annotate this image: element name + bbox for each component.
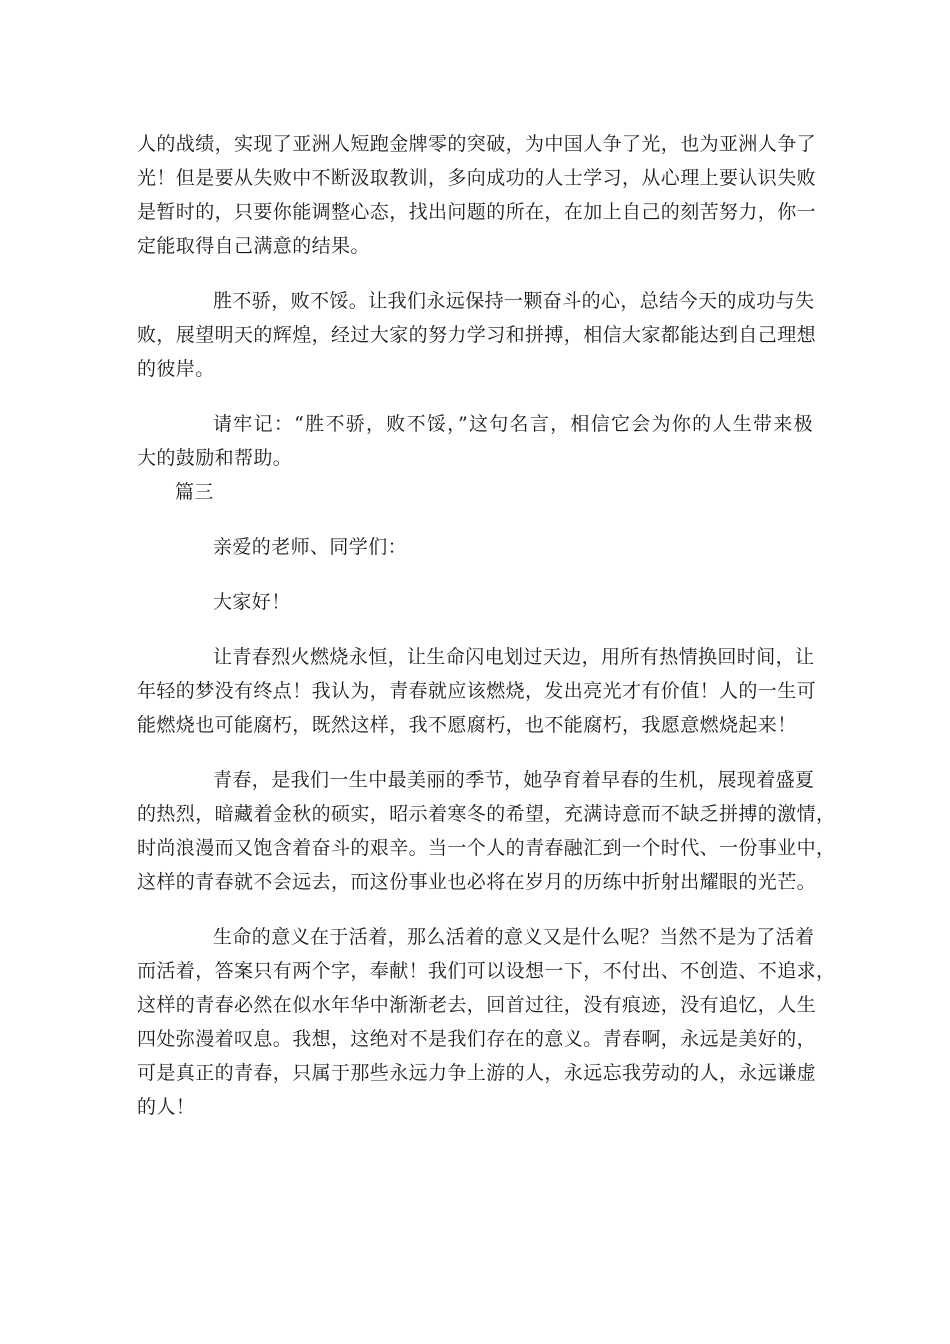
paragraph-line: 的人！ [137,1096,196,1118]
paragraph-line: 青春，是我们一生中最美丽的季节，她孕育着早春的生机，展现着盛夏 [213,769,815,791]
paragraph-line: 四处弥漫着叹息。我想，这绝对不是我们存在的意义。青春啊，永远是美好的， [137,1028,817,1050]
paragraph-line: 生命的意义在于活着，那么活着的意义又是什么呢？当然不是为了活着 [213,926,815,948]
paragraph-line: 这样的青春就不会远去，而这份事业也必将在岁月的历练中折射出耀眼的光芒。 [137,871,817,893]
greeting [137,585,813,619]
paragraph-line: 这样的青春必然在似水年华中渐渐老去，回首过往，没有痕迹，没有追忆，人生 [137,994,817,1016]
paragraph-1 [137,127,817,263]
greeting-text: 大家好！ [213,591,291,613]
document-page [137,127,836,1124]
paragraph-line: 时尚浪漫而又饱含着奋斗的艰辛。当一个人的青春融汇到一个时代、一份事业中， [137,837,836,859]
paragraph-line: 可是真正的青春，只属于那些永远力争上游的人，永远忘我劳动的人，永远谦虚 [137,1062,817,1084]
salutation-text: 亲爱的老师、同学们： [213,536,408,558]
paragraph-line: 是暂时的，只要你能调整心态，找出问题的所在，在加上自己的刻苦努力，你一 [137,201,817,223]
paragraph-line: 而活着，答案只有两个字，奉献！我们可以设想一下，不付出、不创造、不追求， [137,960,836,982]
paragraph-4 [137,640,817,742]
paragraph-line: 胜不骄，败不馁。让我们永远保持一颗奋斗的心，总结今天的成功与失 [213,290,815,312]
salutation [137,530,813,564]
paragraph-line: 定能取得自己满意的结果。 [137,235,370,257]
paragraph-line: 的热烈，暗藏着金秋的硕实，昭示着寒冬的希望，充满诗意而不缺乏拼搏的激情， [137,803,836,825]
paragraph-line: 人的战绩，实现了亚洲人短跑金牌零的突破，为中国人争了光，也为亚洲人争了 [137,133,817,155]
paragraph-6 [137,920,836,1124]
paragraph-2 [137,284,817,386]
paragraph-line: 光！但是要从失败中不断汲取教训，多向成功的人士学习，从心理上要认识失败 [137,167,817,189]
paragraph-line: 能燃烧也可能腐朽，既然这样，我不愿腐朽，也不能腐朽，我愿意燃烧起来！ [137,714,797,736]
paragraph-3 [137,407,813,475]
paragraph-line: 让青春烈火燃烧永恒，让生命闪电划过天边，用所有热情换回时间，让 [213,646,815,668]
paragraph-line: 败，展望明天的辉煌，经过大家的努力学习和拼搏，相信大家都能达到自己理想 [137,324,817,346]
paragraph-line: 年轻的梦没有终点！我认为，青春就应该燃烧，发出亮光才有价值！人的一生可 [137,680,817,702]
paragraph-5 [137,763,836,899]
paragraph-line: 请牢记：“胜不骄，败不馁，”这句名言，相信它会为你的人生带来极 [213,413,813,435]
paragraph-line: 的彼岸。 [137,358,215,380]
section-title: 篇三 [175,481,214,503]
paragraph-line: 大的鼓励和帮助。 [137,447,293,469]
